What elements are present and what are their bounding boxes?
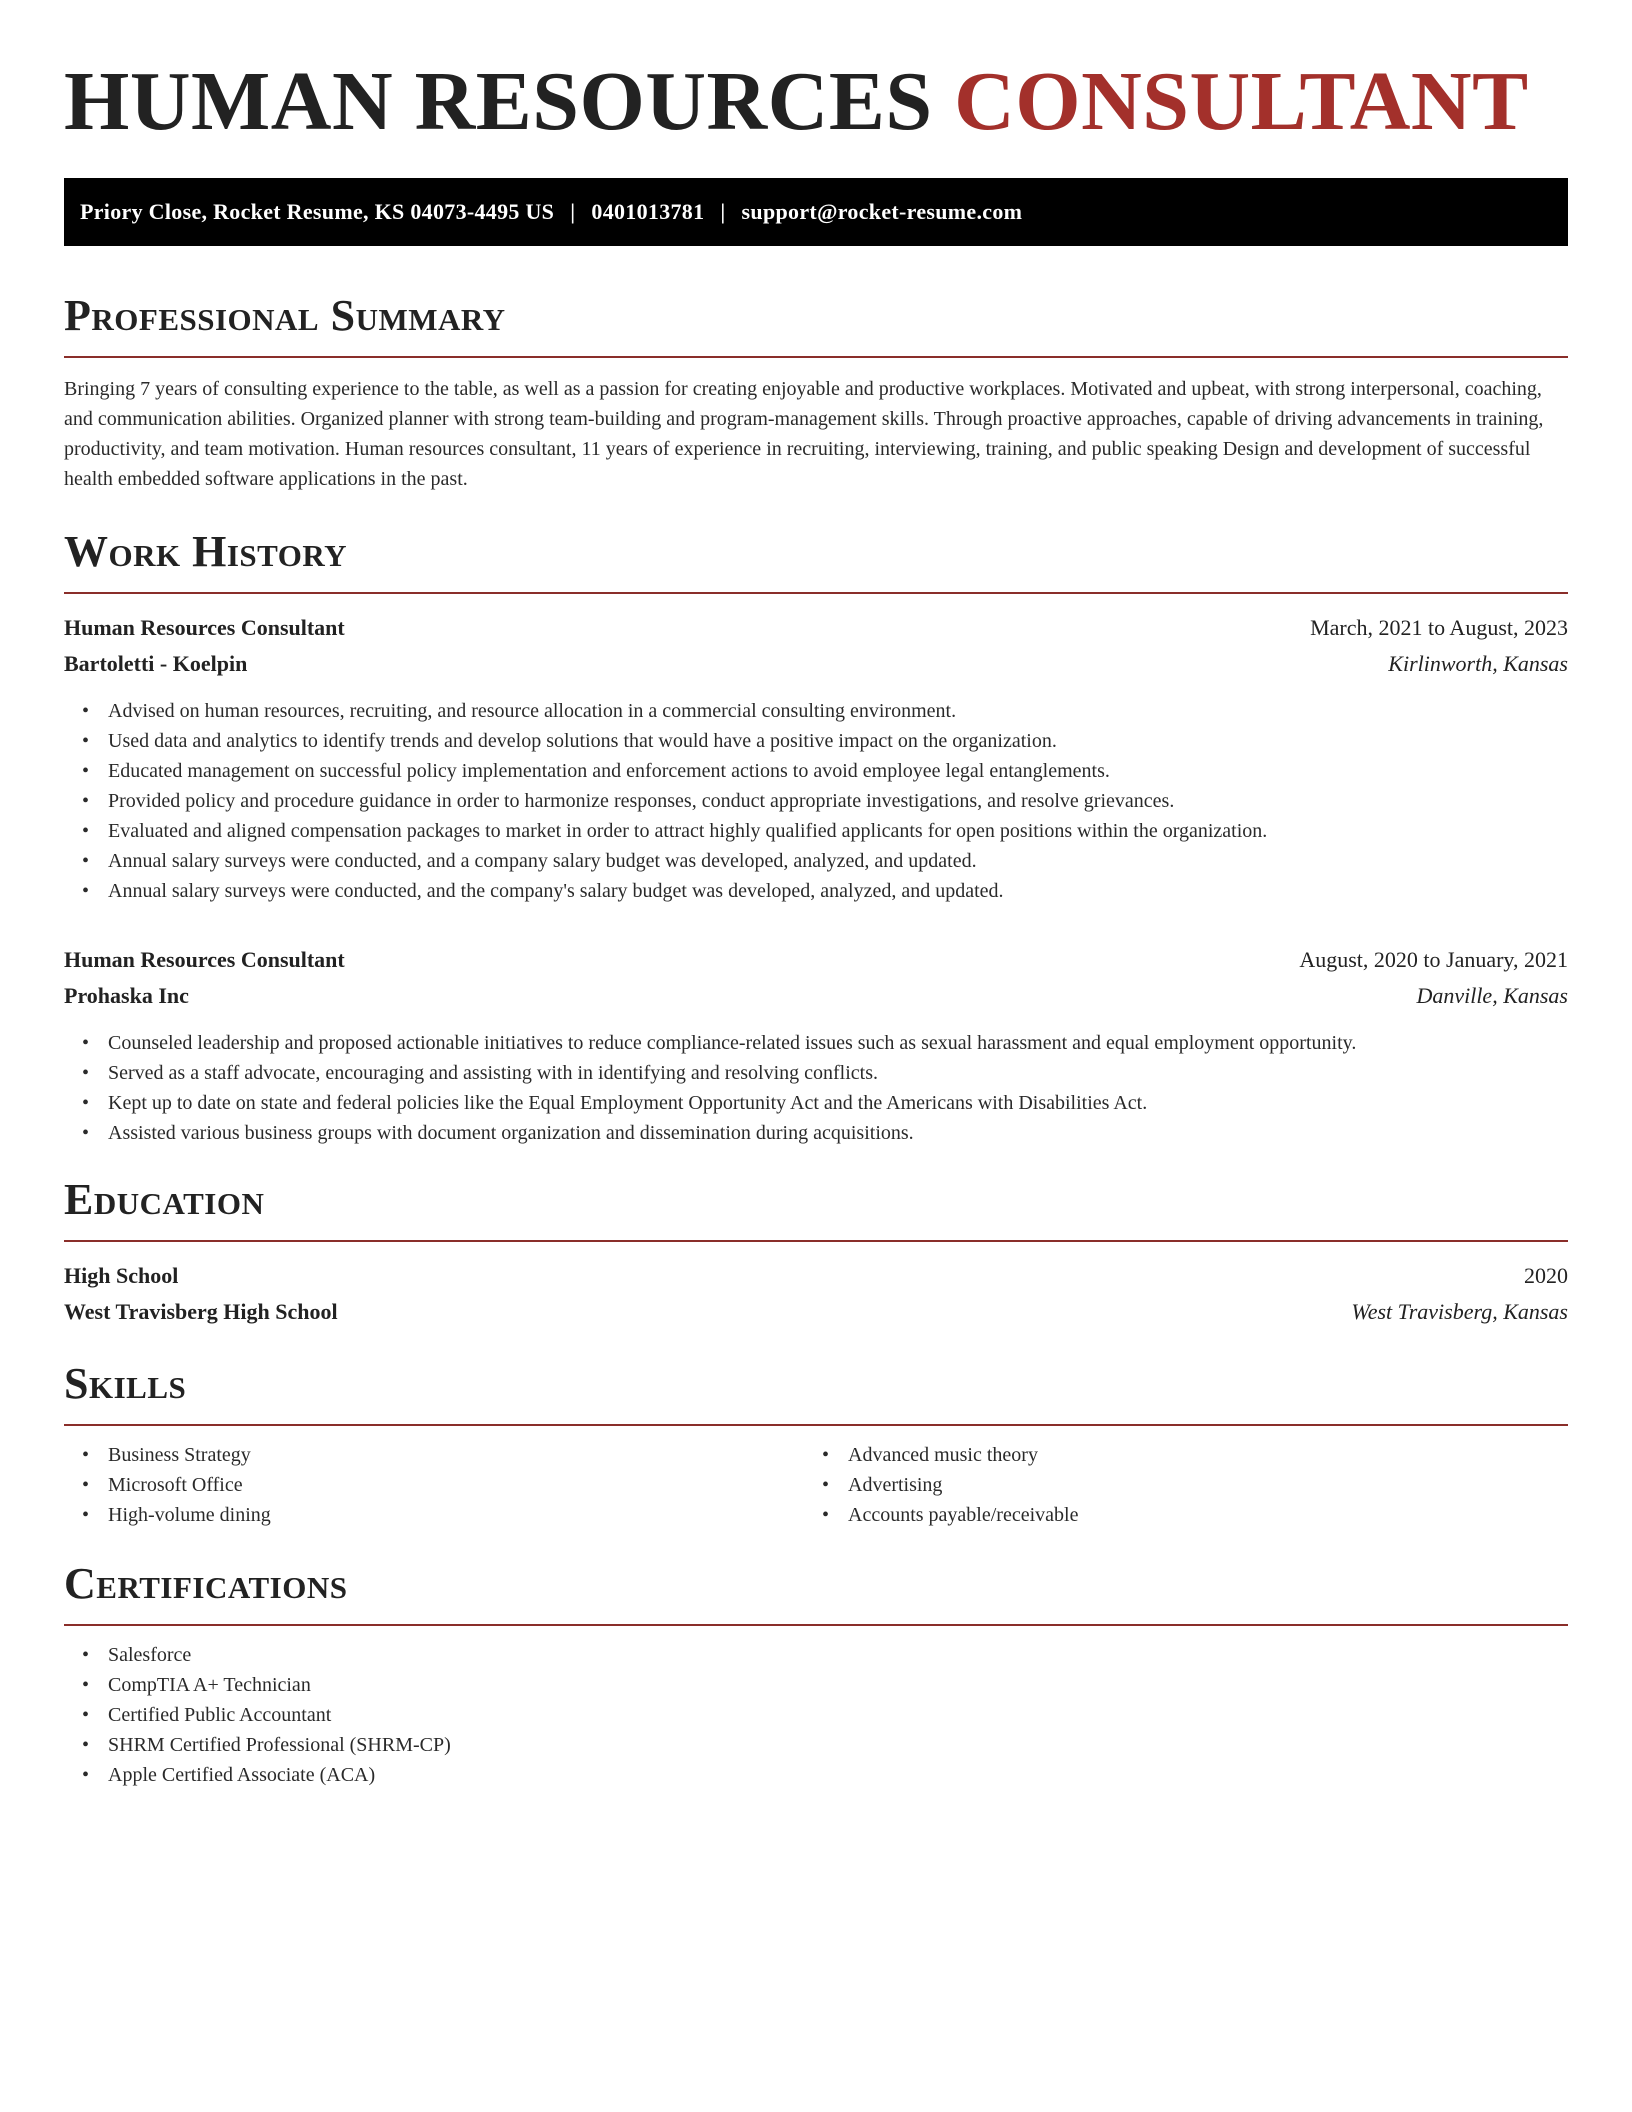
skill-item: • Advertising xyxy=(848,1470,1568,1500)
skills-list-right xyxy=(804,1440,1568,1530)
skills-grid xyxy=(64,1440,1568,1530)
list-item: • Evaluated and aligned compensation packages to market in order to attract highly qualified applicants for open positions within the organization. xyxy=(108,816,1568,846)
contact-separator: | xyxy=(570,199,576,224)
list-item: • Advised on human resources, recruiting, and resource allocation in a commercial consulting environment. xyxy=(108,696,1568,726)
job-company: Bartoletti - Koelpin xyxy=(64,651,248,676)
education-degree-row xyxy=(64,1258,1568,1294)
job-title: Human Resources Consultant xyxy=(64,947,345,972)
certifications-list xyxy=(64,1640,1568,1790)
summary-section xyxy=(64,291,1568,494)
list-item: • Assisted various business groups with document organization and dissemination during acquisitions. xyxy=(108,1118,1568,1148)
list-item: • Annual salary surveys were conducted, and the company's salary budget was developed, analyzed, and updated. xyxy=(108,876,1568,906)
education-school: West Travisberg High School xyxy=(64,1299,338,1324)
skills-heading: Skills xyxy=(64,1359,187,1408)
summary-text: Bringing 7 years of consulting experience to the table, as well as a passion for creating enjoyable and productive workplaces. Motivated and upbeat, with strong interpersonal, coaching, and communication abilities. Organized planner with strong team-building and program-management skills. Through proactive approaches, capable of driving advancements in training, productivity, and team motivation. Human resources consultant, 11 years of experience in recruiting, interviewing, training, and public speaking Design and development of successful health embedded software applications in the past. xyxy=(64,378,1544,490)
skills-column-right xyxy=(804,1440,1568,1530)
section-divider xyxy=(64,1240,1568,1242)
certification-item: • Apple Certified Associate (ACA) xyxy=(108,1760,1568,1790)
certifications-heading: Certifications xyxy=(64,1559,348,1608)
job-company: Prohaska Inc xyxy=(64,983,189,1008)
skills-column-left xyxy=(64,1440,804,1530)
job-company-row xyxy=(64,978,1568,1014)
job-location: Kirlinworth, Kansas xyxy=(1388,651,1568,676)
job-title: Human Resources Consultant xyxy=(64,615,345,640)
job-entry xyxy=(64,610,1568,906)
skill-item: • High-volume dining xyxy=(108,1500,804,1530)
resume-title xyxy=(64,55,1568,148)
skill-item: • Microsoft Office xyxy=(108,1470,804,1500)
list-item: • Educated management on successful policy implementation and enforcement actions to avoid employee legal entanglements. xyxy=(108,756,1568,786)
job-entry xyxy=(64,942,1568,1148)
list-item: • Counseled leadership and proposed actionable initiatives to reduce compliance-related issues such as sexual harassment and equal employment opportunity. xyxy=(108,1028,1568,1058)
list-item: • Provided policy and procedure guidance in order to harmonize responses, conduct appropriate investigations, and resolve grievances. xyxy=(108,786,1568,816)
job-duties xyxy=(64,1028,1568,1148)
skill-item: • Advanced music theory xyxy=(848,1440,1568,1470)
contact-bar xyxy=(64,178,1568,246)
job-dates: March, 2021 to August, 2023 xyxy=(1310,615,1568,640)
title-accent: CONSULTANT xyxy=(954,55,1529,148)
summary-heading: Professional Summary xyxy=(64,291,506,340)
title-main: HUMAN RESOURCES xyxy=(64,55,933,148)
job-location: Danville, Kansas xyxy=(1416,983,1568,1008)
section-divider xyxy=(64,356,1568,358)
education-section xyxy=(64,1175,1568,1330)
list-item: • Served as a staff advocate, encouraging and assisting with in identifying and resolving conflicts. xyxy=(108,1058,1568,1088)
skill-item: • Business Strategy xyxy=(108,1440,804,1470)
section-divider xyxy=(64,1424,1568,1426)
work-history-section xyxy=(64,527,1568,1148)
education-entry xyxy=(64,1258,1568,1330)
list-item: • Used data and analytics to identify trends and develop solutions that would have a positive impact on the organization. xyxy=(108,726,1568,756)
contact-separator: | xyxy=(720,199,726,224)
skill-item: • Accounts payable/receivable xyxy=(848,1500,1568,1530)
list-item: • Annual salary surveys were conducted, and a company salary budget was developed, analyzed, and updated. xyxy=(108,846,1568,876)
job-dates: August, 2020 to January, 2021 xyxy=(1299,947,1568,972)
job-title-row xyxy=(64,610,1568,646)
certifications-section xyxy=(64,1559,1568,1790)
section-divider xyxy=(64,592,1568,594)
education-year: 2020 xyxy=(1524,1263,1568,1288)
education-school-row xyxy=(64,1294,1568,1330)
list-item: • Kept up to date on state and federal policies like the Equal Employment Opportunity Act and the Americans with Disabilities Act. xyxy=(108,1088,1568,1118)
skills-list-left xyxy=(64,1440,804,1530)
skills-section xyxy=(64,1359,1568,1530)
job-duties xyxy=(64,696,1568,906)
education-heading: Education xyxy=(64,1175,265,1224)
contact-phone: 0401013781 xyxy=(591,199,705,224)
education-degree: High School xyxy=(64,1263,179,1288)
certification-item: • SHRM Certified Professional (SHRM-CP) xyxy=(108,1730,1568,1760)
section-divider xyxy=(64,1624,1568,1626)
contact-address: Priory Close, Rocket Resume, KS 04073-4495 US xyxy=(80,199,555,224)
work-history-heading: Work History xyxy=(64,527,348,576)
contact-email: support@rocket-resume.com xyxy=(741,199,1023,224)
education-location: West Travisberg, Kansas xyxy=(1351,1299,1568,1324)
job-company-row xyxy=(64,646,1568,682)
certification-item: • Certified Public Accountant xyxy=(108,1700,1568,1730)
certification-item: • Salesforce xyxy=(108,1640,1568,1670)
job-title-row xyxy=(64,942,1568,978)
certification-item: • CompTIA A+ Technician xyxy=(108,1670,1568,1700)
